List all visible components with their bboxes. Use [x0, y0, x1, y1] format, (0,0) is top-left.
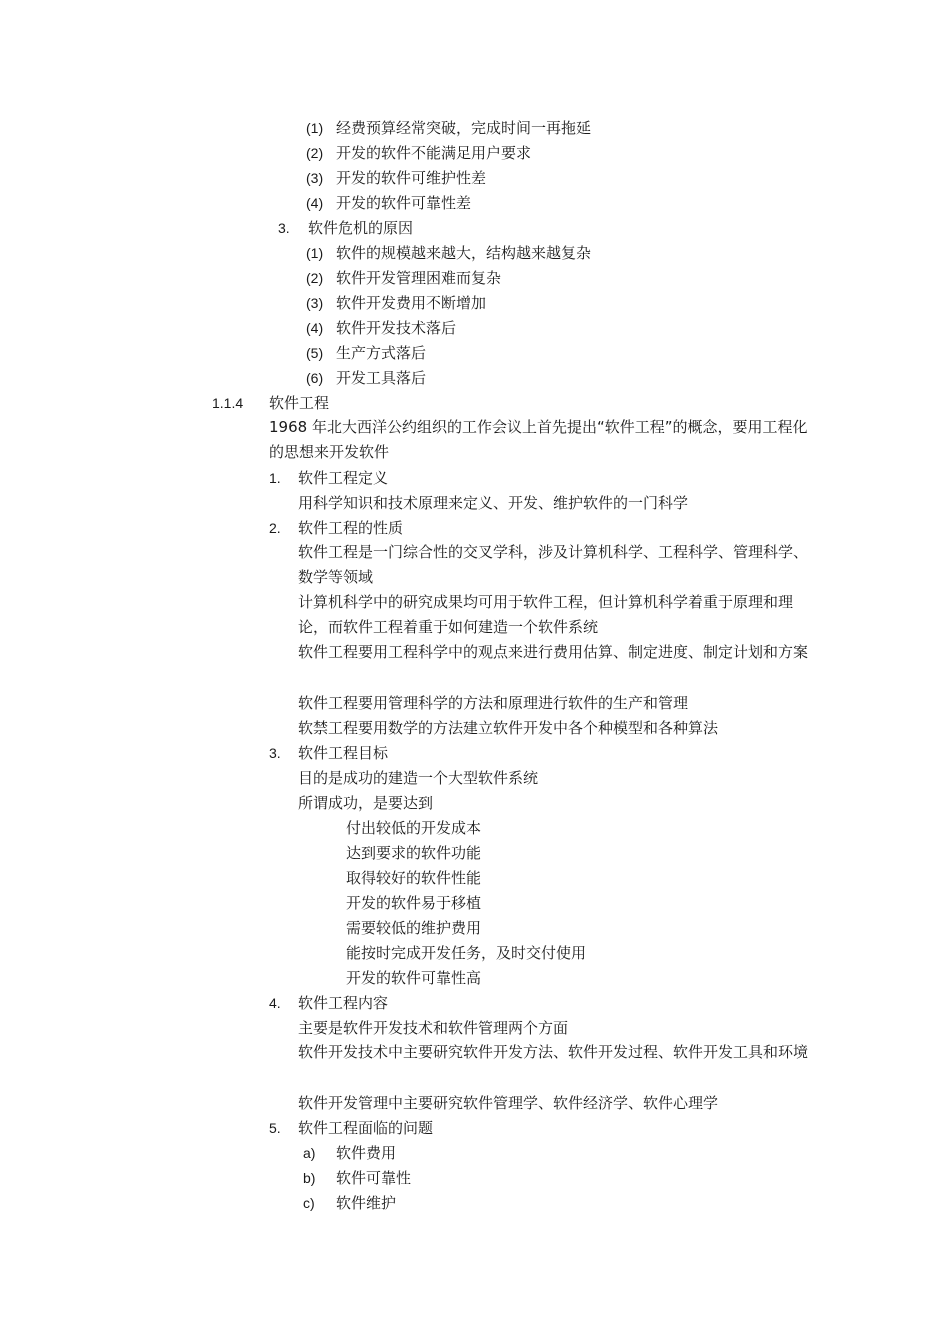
list-item: 软件开发管理困难而复杂: [336, 269, 502, 287]
paragraph: 目的是成功的建造一个大型软件系统: [298, 769, 539, 787]
paragraph: 所谓成功，是要达到: [298, 794, 434, 812]
list-item: 生产方式落后: [336, 344, 427, 362]
goal-item: 开发的软件可靠性高: [346, 969, 482, 987]
list-marker: (4): [306, 320, 324, 336]
list-item: 软件的规模越来越大，结构越来越复杂: [336, 244, 592, 262]
paragraph: 软件工程要用工程科学中的观点来进行费用估算、制定进度、制定计划和方案: [298, 643, 809, 661]
list-marker: (1): [306, 245, 324, 261]
list-item: 软件费用: [336, 1144, 397, 1162]
paragraph: 用科学知识和技术原理来定义、开发、维护软件的一门科学: [298, 494, 689, 512]
list-marker: 3.: [269, 745, 281, 761]
list-marker: 2.: [269, 520, 281, 536]
list-marker: (6): [306, 370, 324, 386]
list-item: 开发工具落后: [336, 369, 427, 387]
paragraph: 软件工程要用管理科学的方法和原理进行软件的生产和管理: [298, 694, 689, 712]
list-item: 软件开发技术落后: [336, 319, 457, 337]
list-heading: 软件工程定义: [298, 469, 389, 487]
list-heading: 软件工程目标: [298, 744, 389, 762]
list-marker: b): [303, 1170, 316, 1186]
list-marker: (2): [306, 270, 324, 286]
list-marker: (3): [306, 170, 324, 186]
list-marker: c): [303, 1195, 315, 1211]
list-item: 软件维护: [336, 1194, 397, 1212]
paragraph: 软件开发管理中主要研究软件管理学、软件经济学、软件心理学: [298, 1094, 719, 1112]
goal-item: 开发的软件易于移植: [346, 894, 482, 912]
list-marker: (2): [306, 145, 324, 161]
paragraph: 软禁工程要用数学的方法建立软件开发中各个种模型和各种算法: [298, 719, 719, 737]
list-marker: (4): [306, 195, 324, 211]
list-marker: (3): [306, 295, 324, 311]
goal-item: 达到要求的软件功能: [346, 844, 482, 862]
list-marker: 1.: [269, 470, 281, 486]
list-heading: 软件工程的性质: [298, 519, 404, 537]
paragraph: 软件工程是一门综合性的交叉学科，涉及计算机科学、工程科学、管理科学、数学等领域: [298, 543, 809, 586]
goal-item: 取得较好的软件性能: [346, 869, 482, 887]
paragraph: 1968 年北大西洋公约组织的工作会议上首先提出“软件工程”的概念，要用工程化的思想来开发软件: [269, 418, 808, 461]
goal-item: 能按时完成开发任务，及时交付使用: [346, 944, 587, 962]
list-marker: (5): [306, 345, 324, 361]
list-item: 开发的软件可维护性差: [336, 169, 487, 187]
list-heading: 软件危机的原因: [308, 219, 414, 237]
paragraph: 软件开发技术中主要研究软件开发方法、软件开发过程、软件开发工具和环境: [298, 1043, 809, 1061]
list-item: 开发的软件可靠性差: [336, 194, 472, 212]
list-heading: 软件工程面临的问题: [298, 1119, 434, 1137]
list-marker: 3.: [278, 220, 290, 236]
goal-item: 需要较低的维护费用: [346, 919, 482, 937]
goal-item: 付出较低的开发成本: [346, 819, 482, 837]
list-heading: 软件工程内容: [298, 994, 389, 1012]
list-item: 开发的软件不能满足用户要求: [336, 144, 532, 162]
paragraph: 主要是软件开发技术和软件管理两个方面: [298, 1019, 569, 1037]
paragraph: 计算机科学中的研究成果均可用于软件工程，但计算机科学着重于原理和理论，而软件工程着重于如何建造一个软件系统: [298, 593, 794, 636]
list-marker: a): [303, 1145, 316, 1161]
list-marker: (1): [306, 120, 324, 136]
section-number: 1.1.4: [212, 395, 244, 411]
list-marker: 4.: [269, 995, 281, 1011]
list-item: 软件可靠性: [336, 1169, 412, 1187]
list-marker: 5.: [269, 1120, 281, 1136]
section-title: 软件工程: [269, 394, 330, 412]
list-item: 软件开发费用不断增加: [336, 294, 487, 312]
list-item: 经费预算经常突破，完成时间一再拖延: [336, 119, 592, 137]
